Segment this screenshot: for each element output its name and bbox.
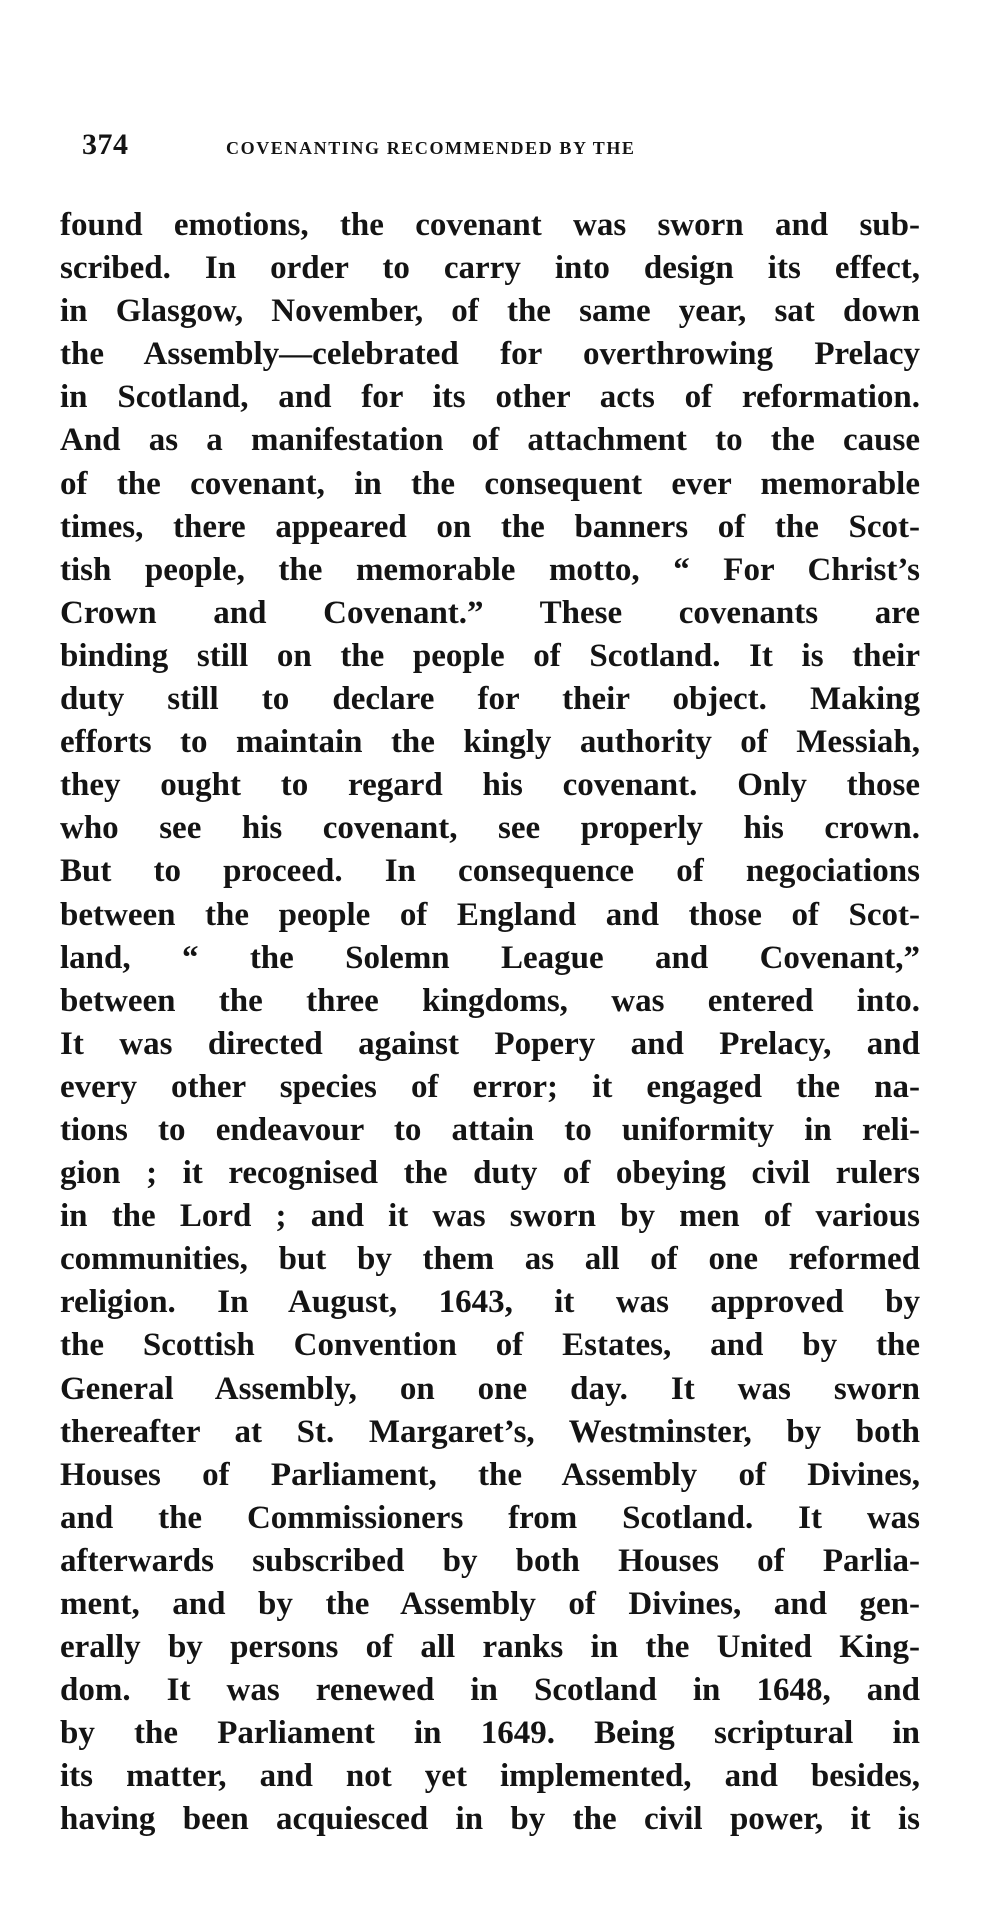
text-line: scribed. In order to carry into design its effect, <box>60 250 920 287</box>
text-line: erally by persons of all ranks in the United King- <box>60 1629 920 1666</box>
text-line: they ought to regard his covenant. Only those <box>60 767 920 804</box>
text-line: times, there appeared on the banners of the Scot- <box>60 508 920 545</box>
text-line: in Scotland, and for its other acts of reformation. <box>60 379 920 416</box>
text-line: between the people of England and those of Scot- <box>60 896 920 933</box>
text-line: its matter, and not yet implemented, and besides, <box>60 1758 920 1795</box>
text-line: It was directed against Popery and Prelacy, and <box>60 1025 920 1062</box>
text-line: duty still to declare for their object. Making <box>60 681 920 718</box>
text-line: Crown and Covenant.” These covenants are <box>60 594 920 631</box>
text-line: afterwards subscribed by both Houses of Parlia- <box>60 1542 920 1579</box>
text-line: binding still on the people of Scotland. It is their <box>60 637 920 674</box>
text-line: tions to endeavour to attain to uniformity in reli- <box>60 1111 920 1148</box>
text-line: and the Commissioners from Scotland. It was <box>60 1499 920 1536</box>
text-line: But to proceed. In consequence of negociations <box>60 853 920 890</box>
text-line: religion. In August, 1643, it was approved by <box>60 1284 920 1321</box>
text-line: gion ; it recognised the duty of obeying civil rulers <box>60 1155 920 1192</box>
text-line: Houses of Parliament, the Assembly of Divines, <box>60 1456 920 1493</box>
running-head: COVENANTING RECOMMENDED BY THE <box>226 138 636 158</box>
text-line: land, “ the Solemn League and Covenant,” <box>60 939 920 976</box>
page-header <box>82 128 802 168</box>
text-line: And as a manifestation of attachment to the cause <box>60 422 920 459</box>
text-line: in the Lord ; and it was sworn by men of various <box>60 1198 920 1235</box>
text-line: between the three kingdoms, was entered into. <box>60 982 920 1019</box>
text-line: in Glasgow, November, of the same year, sat down <box>60 293 920 330</box>
body-paragraph <box>60 204 920 1842</box>
text-line: the Assembly—celebrated for overthrowing Prelacy <box>60 336 920 373</box>
text-line: of the covenant, in the consequent ever memorable <box>60 465 920 502</box>
text-line: dom. It was renewed in Scotland in 1648, and <box>60 1672 920 1709</box>
text-line: thereafter at St. Margaret’s, Westminster, by both <box>60 1413 920 1450</box>
text-line: found emotions, the covenant was sworn and sub- <box>60 207 920 243</box>
text-line: tish people, the memorable motto, “ For Christ’s <box>60 551 920 588</box>
text-line: every other species of error; it engaged the na- <box>60 1068 920 1105</box>
text-line: the Scottish Convention of Estates, and by the <box>60 1327 920 1364</box>
text-line: ment, and by the Assembly of Divines, and gen- <box>60 1586 920 1622</box>
text-line: by the Parliament in 1649. Being scriptural in <box>60 1715 920 1752</box>
text-line: communities, but by them as all of one reformed <box>60 1241 920 1278</box>
text-line: efforts to maintain the kingly authority of Messiah, <box>60 724 920 761</box>
page-number: 374 <box>82 128 129 161</box>
text-line: who see his covenant, see properly his crown. <box>60 810 920 847</box>
text-line: having been acquiesced in by the civil power, it is <box>60 1801 920 1838</box>
text-line: General Assembly, on one day. It was sworn <box>60 1370 920 1407</box>
